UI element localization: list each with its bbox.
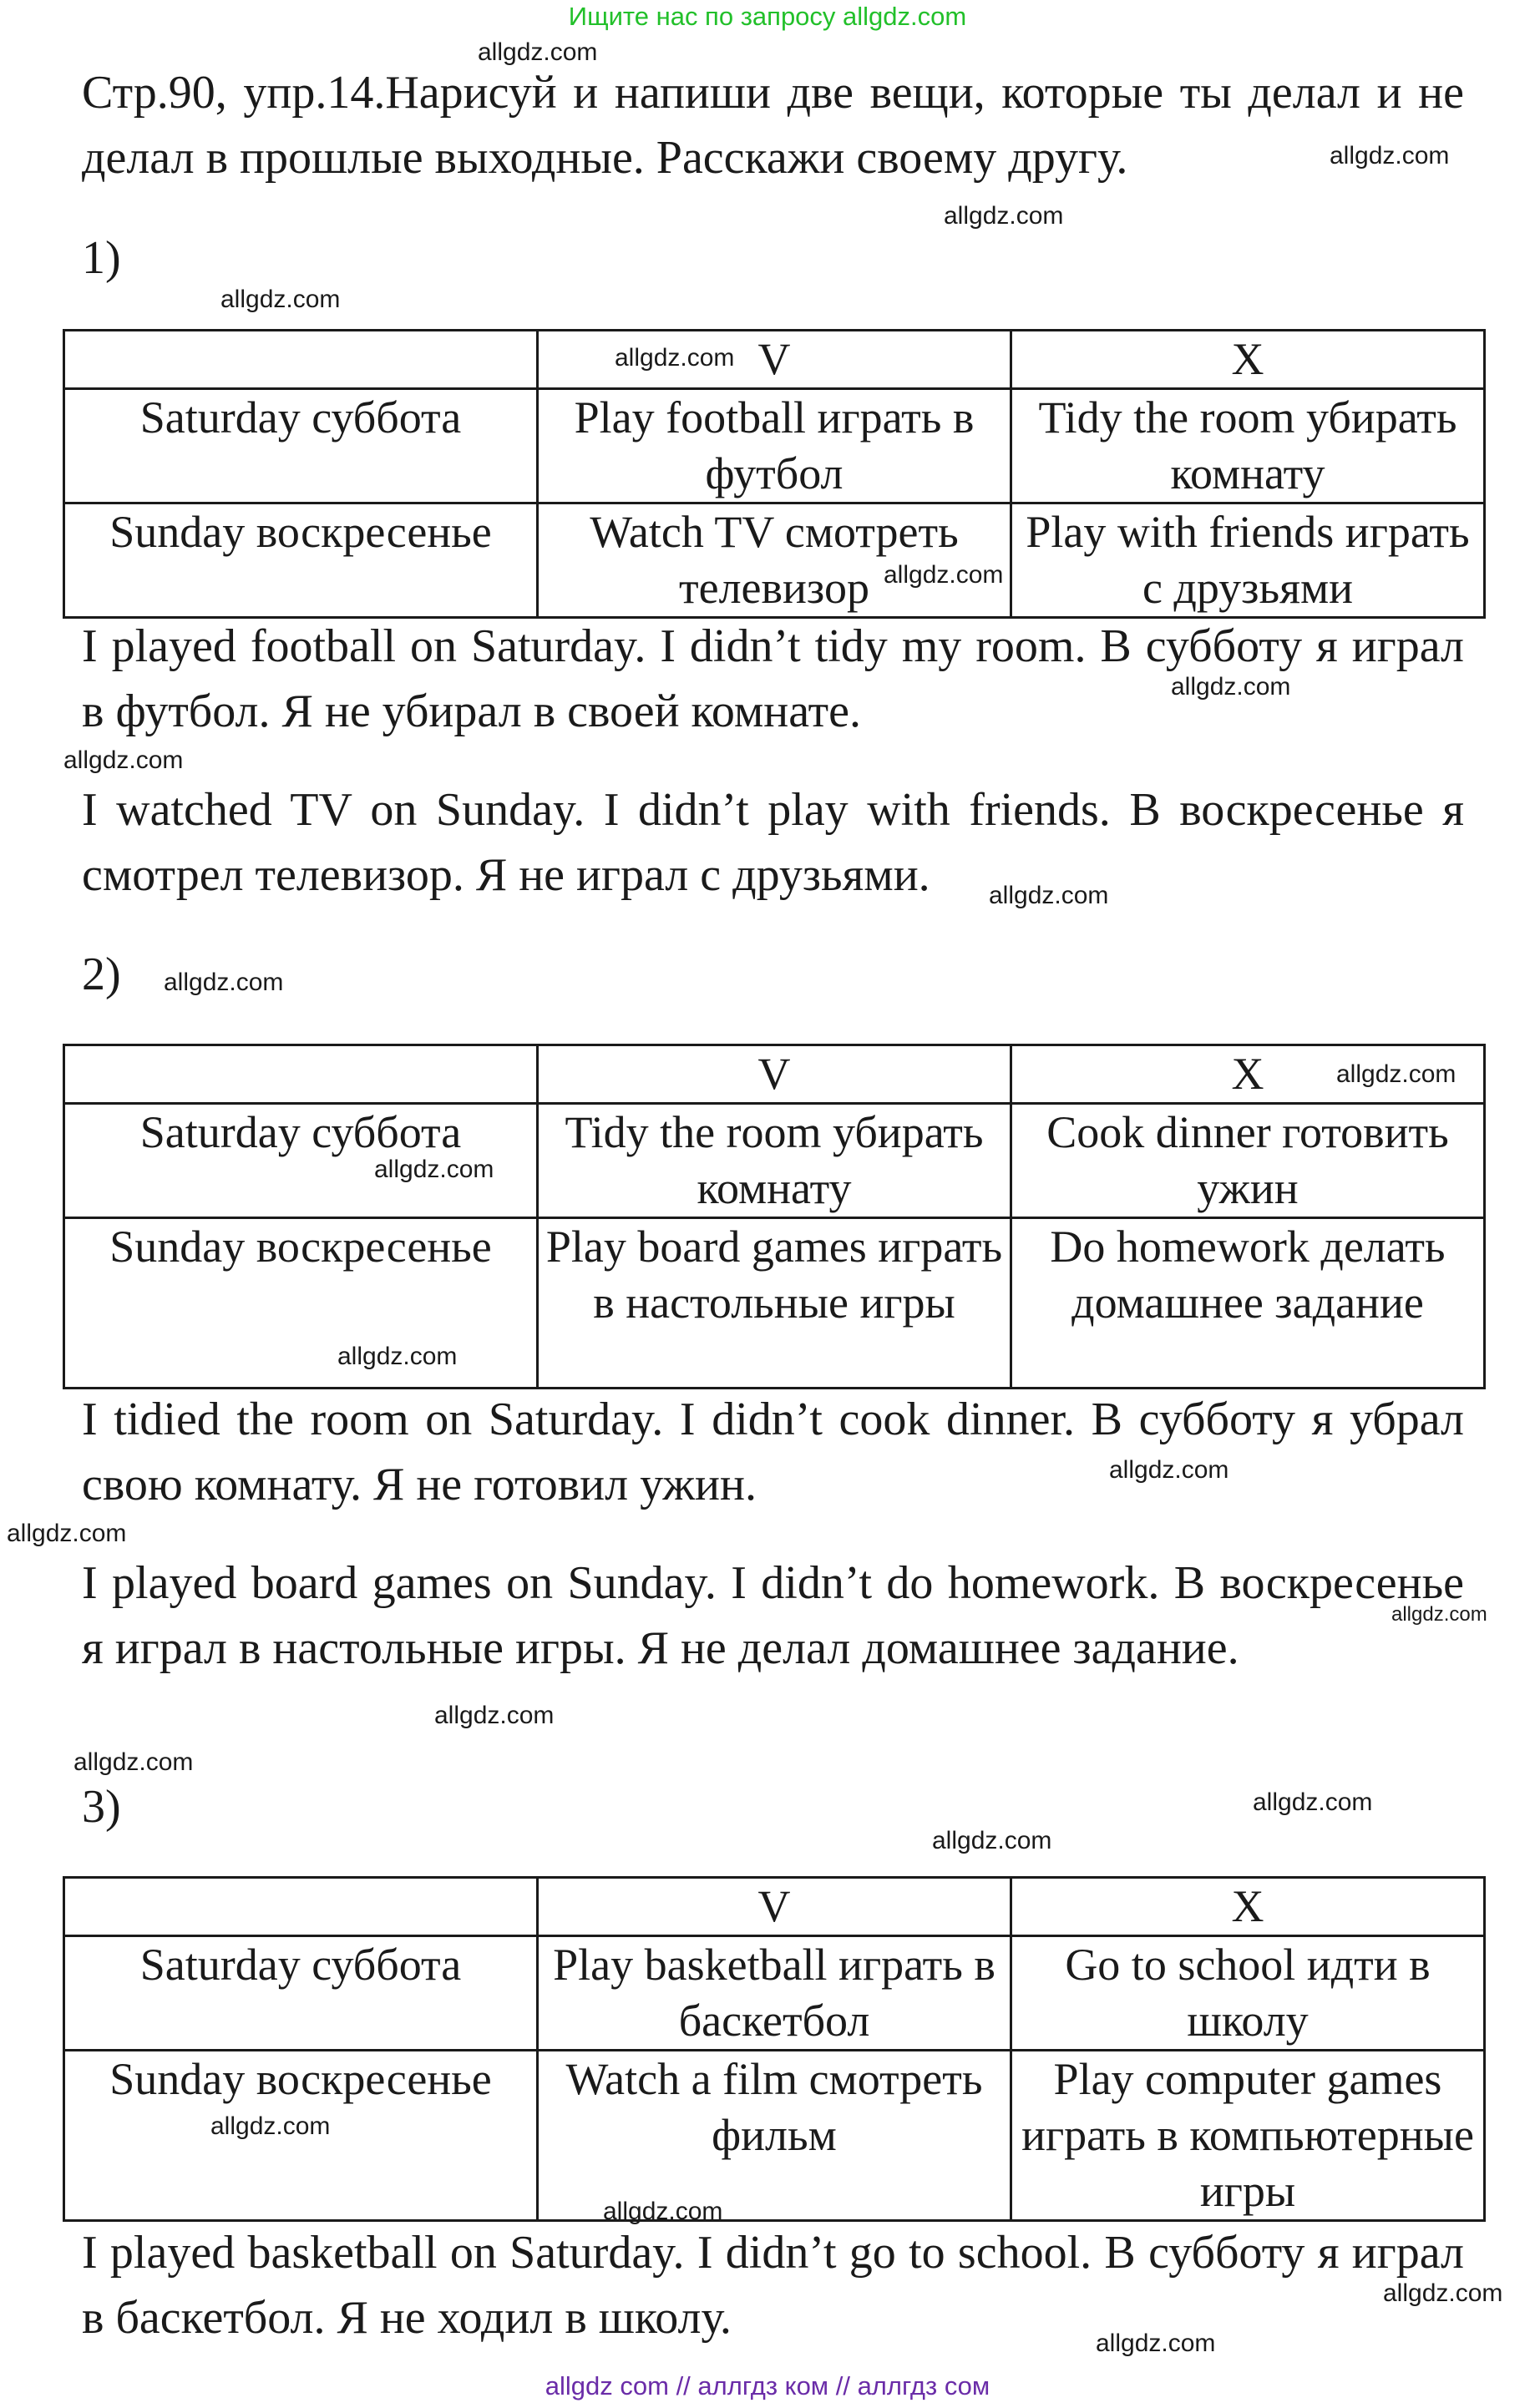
watermark-text: allgdz.com	[932, 1827, 1052, 1854]
table-row	[64, 1104, 1485, 1218]
not-done-cell: Play computer games играть в компьютерные игры	[1011, 2051, 1485, 2221]
watermark-text: allgdz.com	[1096, 2330, 1216, 2357]
watermark-text: allgdz.com	[478, 38, 598, 66]
watermark-text: allgdz.com	[1330, 142, 1450, 169]
table-row	[64, 1936, 1485, 2051]
table-row	[64, 389, 1485, 503]
section-1-table	[63, 329, 1486, 619]
watermark-text: allgdz.com	[374, 1156, 494, 1183]
watermark-text: allgdz.com	[220, 286, 341, 313]
day-cell: Sunday воскресенье	[64, 2051, 538, 2221]
section-2-paragraph-1: I tidied the room on Saturday. I didn’t cook dinner. В субботу я убрал свою комнату. Я не готовил ужин.	[82, 1394, 1464, 1510]
table-header-row	[64, 331, 1485, 389]
section-3-table	[63, 1876, 1486, 2222]
done-cell: Watch a film смотреть фильм	[538, 2051, 1011, 2221]
watermark-text: allgdz.com	[1391, 1603, 1487, 1626]
watermark-text: allgdz.com	[1336, 1060, 1456, 1088]
watermark-text: allgdz.com	[944, 202, 1064, 230]
day-cell: Saturday суббота	[64, 1936, 538, 2051]
watermark-text: allgdz.com	[73, 1748, 194, 1776]
watermark-text: allgdz.com	[63, 746, 184, 774]
watermark-text: allgdz.com	[7, 1520, 127, 1547]
header-cell-not-done: X	[1011, 1045, 1485, 1104]
not-done-cell: Do homework делать домашнее задание	[1011, 1218, 1485, 1389]
not-done-cell: Go to school идти в школу	[1011, 1936, 1485, 2051]
done-cell: Watch TV смотреть телевизор	[538, 503, 1011, 618]
done-cell: Play football играть в футбол	[538, 389, 1011, 503]
section-1-label: 1)	[82, 232, 121, 284]
watermark-text: allgdz.com	[1171, 673, 1291, 701]
header-cell-done: V	[538, 331, 1011, 389]
header-cell	[64, 331, 538, 389]
section-3-label: 3)	[82, 1781, 121, 1833]
done-cell: Play basketball играть в баскетбол	[538, 1936, 1011, 2051]
header-cell-done: V	[538, 1878, 1011, 1936]
watermark-text: allgdz.com	[337, 1343, 458, 1370]
section-2-table	[63, 1044, 1486, 1389]
section-1-paragraph-1: I played football on Saturday. I didn’t tidy my room. В субботу я играл в футбол. Я не убирал в своей комнате.	[82, 620, 1464, 737]
day-cell: Sunday воскресенье	[64, 1218, 538, 1389]
table-header-row	[64, 1878, 1485, 1936]
day-cell: Saturday суббота	[64, 1104, 538, 1218]
watermark-text: allgdz.com	[989, 882, 1109, 909]
table-header-row	[64, 1045, 1485, 1104]
header-cell	[64, 1878, 538, 1936]
table-row	[64, 1218, 1485, 1389]
watermark-text: allgdz.com	[1383, 2279, 1503, 2307]
done-cell: Tidy the room убирать комнату	[538, 1104, 1011, 1218]
watermark-text: allgdz.com	[1109, 1456, 1229, 1484]
bottom-banner-link[interactable]: allgdz com // аллгдз ком // аллгдз сом	[545, 2371, 990, 2400]
watermark-text: allgdz.com	[210, 2112, 331, 2140]
section-1-paragraph-2: I watched TV on Sunday. I didn’t play with friends. В воскресенье я смотрел телевизор. Я не играл с друзьями.	[82, 784, 1464, 901]
not-done-cell: Play with friends играть с друзьями	[1011, 503, 1485, 618]
not-done-cell: Cook dinner готовить ужин	[1011, 1104, 1485, 1218]
watermark-text: allgdz.com	[164, 969, 284, 996]
watermark-text: allgdz.com	[884, 561, 1004, 589]
watermark-text: allgdz.com	[615, 344, 735, 372]
not-done-cell: Tidy the room убирать комнату	[1011, 389, 1485, 503]
section-3-paragraph-1: I played basketball on Saturday. I didn’t go to school. В субботу я играл в баскетбол. Я не ходил в школу.	[82, 2227, 1464, 2344]
task-text: Стр.90, упр.14.Нарисуй и напиши две вещи, которые ты делал и не делал в прошлые выходные. Расскажи своему другу.	[82, 67, 1464, 184]
header-cell-done: V	[538, 1045, 1011, 1104]
watermark-text: allgdz.com	[1253, 1788, 1373, 1816]
header-cell	[64, 1045, 538, 1104]
header-cell-not-done: X	[1011, 331, 1485, 389]
watermark-text: allgdz.com	[434, 1702, 555, 1729]
done-cell: Play board games играть в настольные игры	[538, 1218, 1011, 1389]
table-row	[64, 503, 1485, 618]
day-cell: Sunday воскресенье	[64, 503, 538, 618]
day-cell: Saturday суббота	[64, 389, 538, 503]
header-cell-not-done: X	[1011, 1878, 1485, 1936]
top-banner-link[interactable]: Ищите нас по запросу allgdz.com	[568, 2, 967, 31]
section-2-paragraph-2: I played board games on Sunday. I didn’t do homework. В воскресенье я играл в настольные игры. Я не делал домашнее задание.	[82, 1557, 1464, 1674]
section-2-label: 2)	[82, 949, 121, 1000]
watermark-text: allgdz.com	[603, 2198, 723, 2225]
